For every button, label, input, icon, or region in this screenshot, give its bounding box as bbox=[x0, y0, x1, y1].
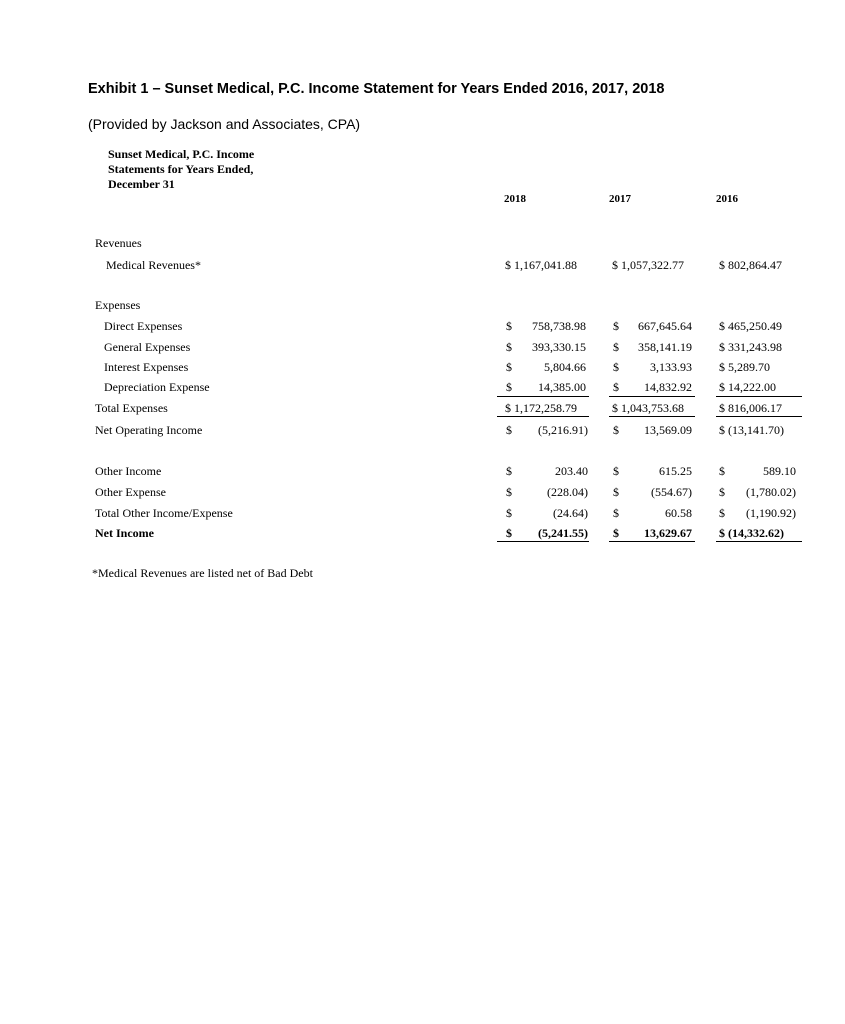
exhibit-subtitle: (Provided by Jackson and Associates, CPA) bbox=[88, 116, 361, 132]
value-noi-2016: $ (13,141.70) bbox=[719, 423, 784, 437]
section-revenues: Revenues bbox=[95, 236, 142, 250]
value-noi-2018: (5,216.91) bbox=[538, 423, 588, 437]
value-net-income-2018: (5,241.55) bbox=[538, 526, 588, 540]
value-interest-expenses-2018: 5,804.66 bbox=[544, 360, 586, 374]
sign-net-income-2018: $ bbox=[506, 526, 512, 540]
label-total-other: Total Other Income/Expense bbox=[95, 506, 233, 520]
rule-2018-net bbox=[497, 541, 589, 542]
year-2016-header: 2016 bbox=[716, 193, 738, 205]
value-net-income-2016: $ (14,332.62) bbox=[719, 526, 784, 540]
value-depreciation-2016: $ 14,222.00 bbox=[719, 380, 776, 394]
sign-interest-expenses-2018: $ bbox=[506, 360, 512, 374]
sign-depreciation-2018: $ bbox=[506, 380, 512, 394]
sign-noi-2018: $ bbox=[506, 423, 512, 437]
label-net-operating-income: Net Operating Income bbox=[95, 423, 203, 437]
value-direct-expenses-2016: $ 465,250.49 bbox=[719, 319, 782, 333]
sign-direct-expenses-2017: $ bbox=[613, 319, 619, 333]
value-net-income-2017: 13,629.67 bbox=[644, 526, 692, 540]
value-other-income-2018: 203.40 bbox=[555, 464, 588, 478]
value-other-income-2017: 615.25 bbox=[659, 464, 692, 478]
value-general-expenses-2018: 393,330.15 bbox=[532, 340, 586, 354]
year-2018-header: 2018 bbox=[504, 193, 526, 205]
value-depreciation-2018: 14,385.00 bbox=[538, 380, 586, 394]
sign-noi-2017: $ bbox=[613, 423, 619, 437]
statement-header: Sunset Medical, P.C. Income Statements for Years Ended, December 31 bbox=[108, 147, 255, 191]
sign-total-other-2018: $ bbox=[506, 506, 512, 520]
section-expenses: Expenses bbox=[95, 298, 141, 312]
label-other-expense: Other Expense bbox=[95, 485, 166, 499]
value-other-expense-2016: (1,780.02) bbox=[746, 485, 796, 499]
footnote: *Medical Revenues are listed net of Bad Debt bbox=[92, 566, 313, 580]
value-total-expenses-2017: $ 1,043,753.68 bbox=[612, 401, 684, 415]
rule-2018-total bbox=[497, 416, 589, 417]
value-general-expenses-2017: 358,141.19 bbox=[638, 340, 692, 354]
label-net-income: Net Income bbox=[95, 526, 154, 540]
sign-net-income-2017: $ bbox=[613, 526, 619, 540]
value-medical-revenues-2017: $ 1,057,322.77 bbox=[612, 258, 684, 272]
value-other-expense-2018: (228.04) bbox=[547, 485, 588, 499]
rule-2016-net bbox=[716, 541, 802, 542]
sign-total-other-2017: $ bbox=[613, 506, 619, 520]
rule-2017-expenses bbox=[609, 396, 695, 397]
value-direct-expenses-2018: 758,738.98 bbox=[532, 319, 586, 333]
sign-interest-expenses-2017: $ bbox=[613, 360, 619, 374]
label-general-expenses: General Expenses bbox=[104, 340, 191, 354]
rule-2017-total bbox=[609, 416, 695, 417]
sign-other-income-2016: $ bbox=[719, 464, 725, 478]
label-direct-expenses: Direct Expenses bbox=[104, 319, 183, 333]
value-total-other-2017: 60.58 bbox=[665, 506, 692, 520]
label-total-expenses: Total Expenses bbox=[95, 401, 168, 415]
rule-2016-total bbox=[716, 416, 802, 417]
value-noi-2017: 13,569.09 bbox=[644, 423, 692, 437]
sign-other-expense-2017: $ bbox=[613, 485, 619, 499]
rule-2018-expenses bbox=[497, 396, 589, 397]
sign-general-expenses-2018: $ bbox=[506, 340, 512, 354]
rule-2017-net bbox=[609, 541, 695, 542]
label-depreciation-expense: Depreciation Expense bbox=[104, 380, 210, 394]
year-2017-header: 2017 bbox=[609, 193, 631, 205]
sign-other-income-2017: $ bbox=[613, 464, 619, 478]
value-other-expense-2017: (554.67) bbox=[651, 485, 692, 499]
value-interest-expenses-2017: 3,133.93 bbox=[650, 360, 692, 374]
value-other-income-2016: 589.10 bbox=[763, 464, 796, 478]
value-medical-revenues-2016: $ 802,864.47 bbox=[719, 258, 782, 272]
label-interest-expenses: Interest Expenses bbox=[104, 360, 189, 374]
sign-total-other-2016: $ bbox=[719, 506, 725, 520]
value-total-expenses-2016: $ 816,006.17 bbox=[719, 401, 782, 415]
sign-general-expenses-2017: $ bbox=[613, 340, 619, 354]
sign-direct-expenses-2018: $ bbox=[506, 319, 512, 333]
rule-2016-expenses bbox=[716, 396, 802, 397]
sign-other-income-2018: $ bbox=[506, 464, 512, 478]
value-direct-expenses-2017: 667,645.64 bbox=[638, 319, 692, 333]
value-depreciation-2017: 14,832.92 bbox=[644, 380, 692, 394]
value-general-expenses-2016: $ 331,243.98 bbox=[719, 340, 782, 354]
sign-other-expense-2018: $ bbox=[506, 485, 512, 499]
value-total-other-2018: (24.64) bbox=[553, 506, 588, 520]
label-other-income: Other Income bbox=[95, 464, 162, 478]
value-total-other-2016: (1,190.92) bbox=[746, 506, 796, 520]
value-interest-expenses-2016: $ 5,289.70 bbox=[719, 360, 770, 374]
exhibit-title: Exhibit 1 – Sunset Medical, P.C. Income Statement for Years Ended 2016, 2017, 2018 bbox=[88, 81, 665, 97]
label-medical-revenues: Medical Revenues* bbox=[106, 258, 201, 272]
sign-other-expense-2016: $ bbox=[719, 485, 725, 499]
sign-depreciation-2017: $ bbox=[613, 380, 619, 394]
value-medical-revenues-2018: $ 1,167,041.88 bbox=[505, 258, 577, 272]
value-total-expenses-2018: $ 1,172,258.79 bbox=[505, 401, 577, 415]
